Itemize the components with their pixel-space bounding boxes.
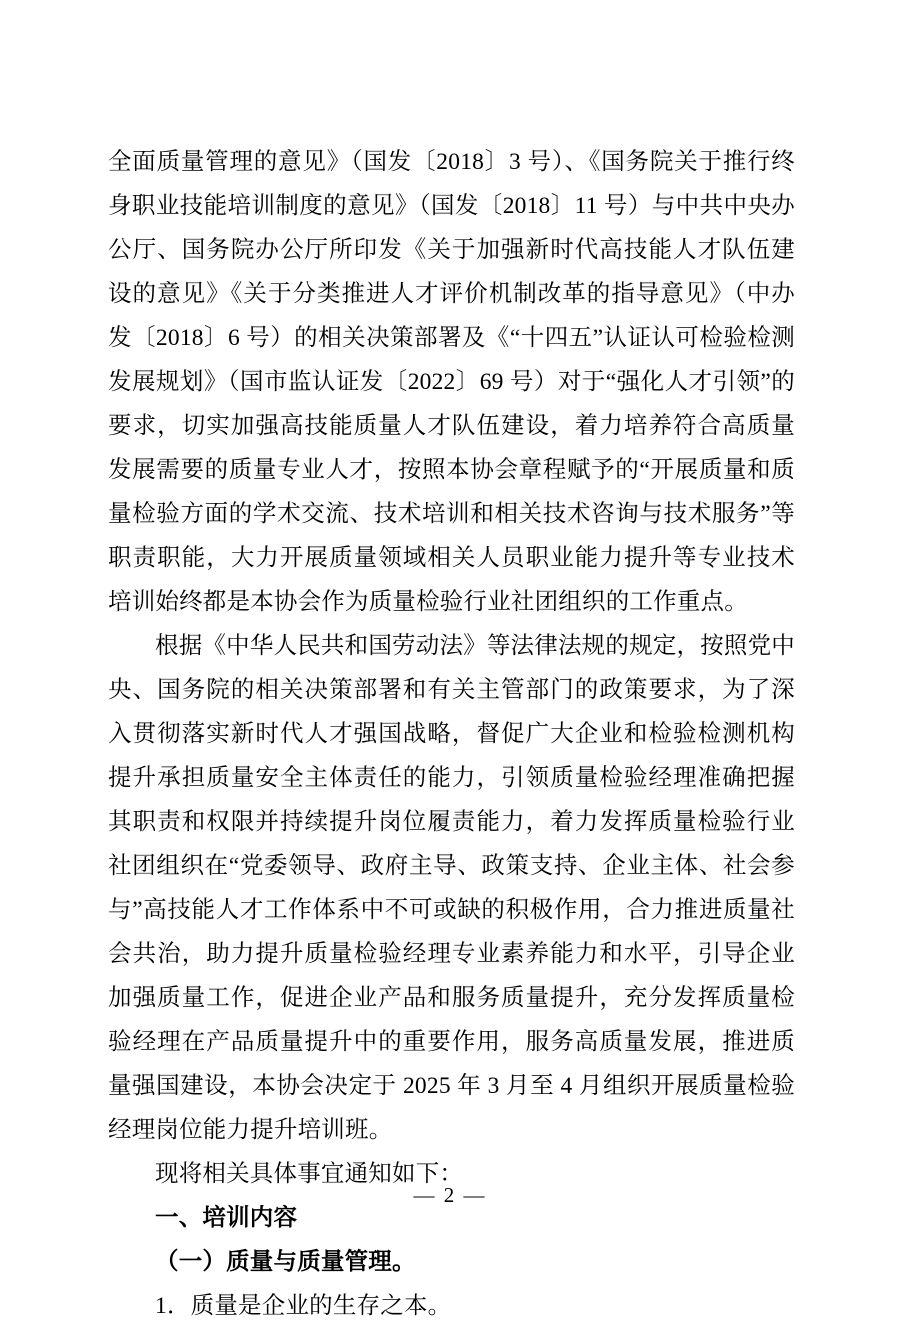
paragraph-continued: 全面质量管理的意见》（国发〔2018〕3 号）、《国务院关于推行终身职业技能培训制度的意见》（国发〔2018〕11 号）与中共中央办公厅、国务院办公厅所印发《关于加强新时代高技能人才队伍建设的意见》《关于分类推进人才评价机制改革的指导意见》（中办发〔2018〕6 号）的相关决策部署及《“十四五”认证认可检验检测发展规划》（国市监认证发〔2022〕69 号）对于“强化人才引领”的要求，切实加强高技能质量人才队伍建设，着力培养符合高质量发展需要的质量专业人才，按照本协会章程赋予的“开展质量和质量检验方面的学术交流、技术培训和相关技术咨询与技术服务”等职责职能，大力开展质量领域相关人员职业能力提升等专业技术培训始终都是本协会作为质量检验行业社团组织的工作重点。 [108,149,795,615]
document-body [108,140,795,1328]
page-number: — 2 — [413,1183,487,1207]
heading-quality-management: （一）质量与质量管理。 [155,1249,416,1275]
paragraph-notice-intro: 现将相关具体事宜通知如下： [155,1161,464,1187]
heading-training-content: 一、培训内容 [155,1205,298,1231]
paragraph-list-item-1: 1．质量是企业的生存之本。 [155,1293,452,1319]
paragraph-legal-basis: 根据《中华人民共和国劳动法》等法律法规的规定，按照党中央、国务院的相关决策部署和有关主管部门的政策要求，为了深入贯彻落实新时代人才强国战略，督促广大企业和检验检测机构提升承担质量安全主体责任的能力，引领质量检验经理准确把握其职责和权限并持续提升岗位履责能力，着力发挥质量检验行业社团组织在“党委领导、政府主导、政策支持、企业主体、社会参与”高技能人才工作体系中不可或缺的积极作用，合力推进质量社会共治，助力提升质量检验经理专业素养能力和水平，引导企业加强质量工作，促进企业产品和服务质量提升，充分发挥质量检验经理在产品质量提升中的重要作用，服务高质量发展，推进质量强国建设，本协会决定于 2025 年 3 月至 4 月组织开展质量检验经理岗位能力提升培训班。 [108,633,795,1143]
